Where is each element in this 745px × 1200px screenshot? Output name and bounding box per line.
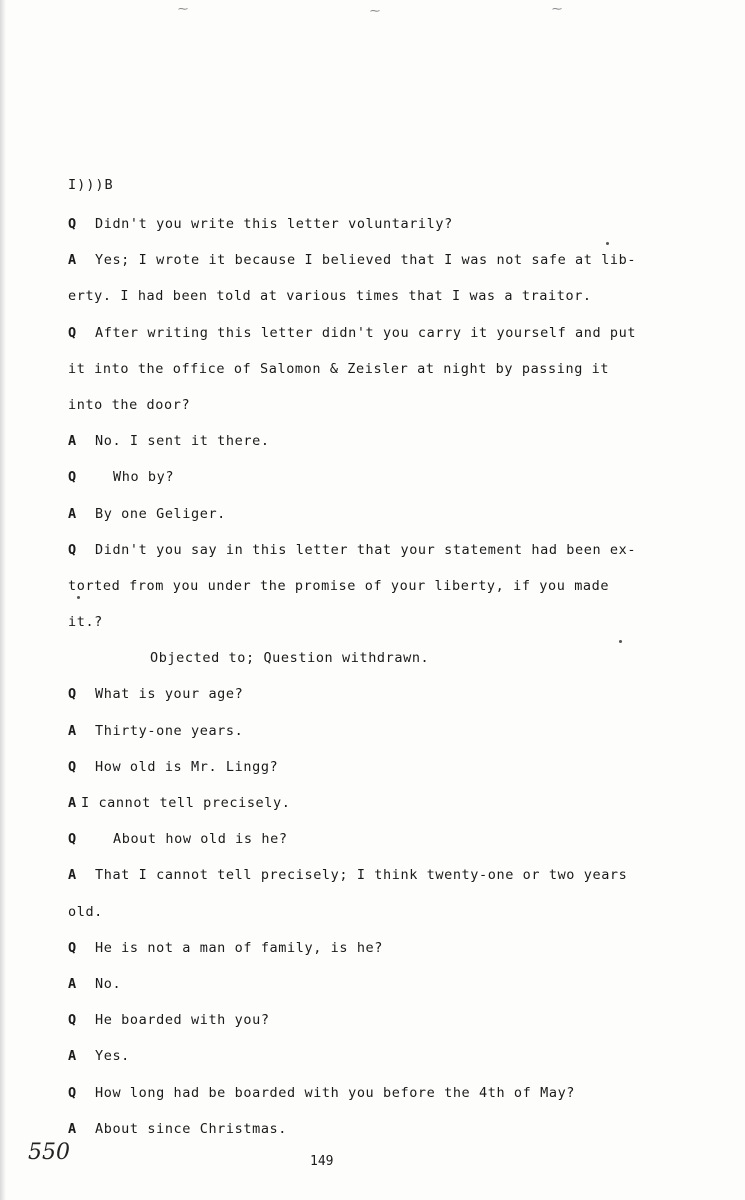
document-header-code: I)))B [68, 177, 114, 193]
transcript-line [68, 538, 688, 574]
scan-smudge: ⁓ [178, 4, 188, 15]
transcript-line [68, 863, 688, 899]
transcript-line [68, 284, 688, 320]
line-text: Objected to; Question withdrawn. [150, 650, 430, 667]
scan-edge-shadow [0, 0, 6, 1200]
transcript-line [68, 827, 688, 863]
transcript-line [68, 972, 688, 1008]
line-text: Didn't you write this letter voluntarily? [95, 216, 453, 232]
speaker-label: Q [68, 831, 77, 848]
speaker-label: A [68, 1120, 77, 1137]
testimony-transcript [68, 212, 688, 1153]
line-text: How old is Mr. Lingg? [95, 758, 279, 775]
transcript-line [68, 900, 688, 936]
speaker-label: A [68, 505, 77, 522]
transcript-line [68, 755, 688, 791]
transcript-line [68, 429, 688, 465]
transcript-line [68, 1081, 688, 1117]
transcript-line [68, 936, 688, 972]
transcript-line [68, 682, 688, 718]
speaker-label: Q [68, 686, 77, 703]
line-text: He boarded with you? [95, 1012, 270, 1029]
transcript-line [68, 1044, 688, 1080]
line-text: old. [68, 903, 103, 920]
transcript-line [68, 321, 688, 357]
line-text: How long had be boarded with you before the 4th of May? [95, 1084, 576, 1101]
objection-ruling [68, 646, 688, 682]
line-text: Yes. [95, 1048, 130, 1065]
line-text: After writing this letter didn't you carry it yourself and put [95, 324, 637, 341]
line-text: Who by? [113, 469, 175, 486]
transcript-line [68, 574, 688, 610]
transcript-line [68, 1117, 688, 1153]
line-text: By one Geliger. [95, 505, 226, 522]
speaker-label: Q [68, 1084, 77, 1101]
speaker-label: A [68, 795, 77, 811]
line-text: it.? [68, 614, 103, 631]
speaker-label: Q [68, 324, 77, 341]
line-text: About how old is he? [113, 831, 288, 848]
line-text: About since Christmas. [95, 1120, 288, 1137]
speaker-label: Q [68, 758, 77, 775]
transcript-line [68, 248, 688, 284]
speaker-label: A [68, 975, 77, 992]
transcript-line [68, 719, 688, 755]
speaker-label: A [68, 252, 77, 269]
speaker-label: Q [68, 216, 77, 232]
line-text: into the door? [68, 396, 191, 413]
speaker-label: A [68, 867, 77, 884]
handwritten-margin-number: 550 [28, 1140, 70, 1165]
transcript-line [68, 465, 688, 501]
line-text: No. [95, 975, 122, 992]
transcript-line [68, 791, 688, 827]
line-text: I cannot tell precisely. [81, 795, 291, 811]
transcript-line [68, 212, 688, 248]
speaker-label: Q [68, 1012, 77, 1029]
line-text: Didn't you say in this letter that your statement had been ex- [95, 541, 637, 558]
speaker-label: Q [68, 939, 77, 956]
line-text: erty. I had been told at various times that I was a traitor. [68, 288, 592, 305]
speaker-label: A [68, 1048, 77, 1065]
scan-smudge: ⁓ [370, 6, 380, 17]
line-text: Thirty-one years. [95, 722, 244, 739]
line-text: torted from you under the promise of your liberty, if you made [68, 577, 610, 594]
speaker-label: A [68, 722, 77, 739]
speaker-label: Q [68, 541, 77, 558]
transcript-line [68, 1008, 688, 1044]
transcript-line [68, 393, 688, 429]
speaker-label: Q [68, 469, 77, 486]
line-text: No. I sent it there. [95, 433, 270, 450]
speaker-label: A [68, 433, 77, 450]
line-text: it into the office of Salomon & Zeisler at night by passing it [68, 360, 610, 377]
line-text: What is your age? [95, 686, 244, 703]
transcript-line [68, 357, 688, 393]
line-text: That I cannot tell precisely; I think twenty-one or two years [95, 867, 628, 884]
transcript-line [68, 610, 688, 646]
line-text: Yes; I wrote it because I believed that I was not safe at lib- [95, 252, 637, 269]
line-text: He is not a man of family, is he? [95, 939, 384, 956]
transcript-line [68, 502, 688, 538]
scan-smudge: ⁓ [552, 4, 562, 15]
page-number: 149 [310, 1154, 334, 1169]
